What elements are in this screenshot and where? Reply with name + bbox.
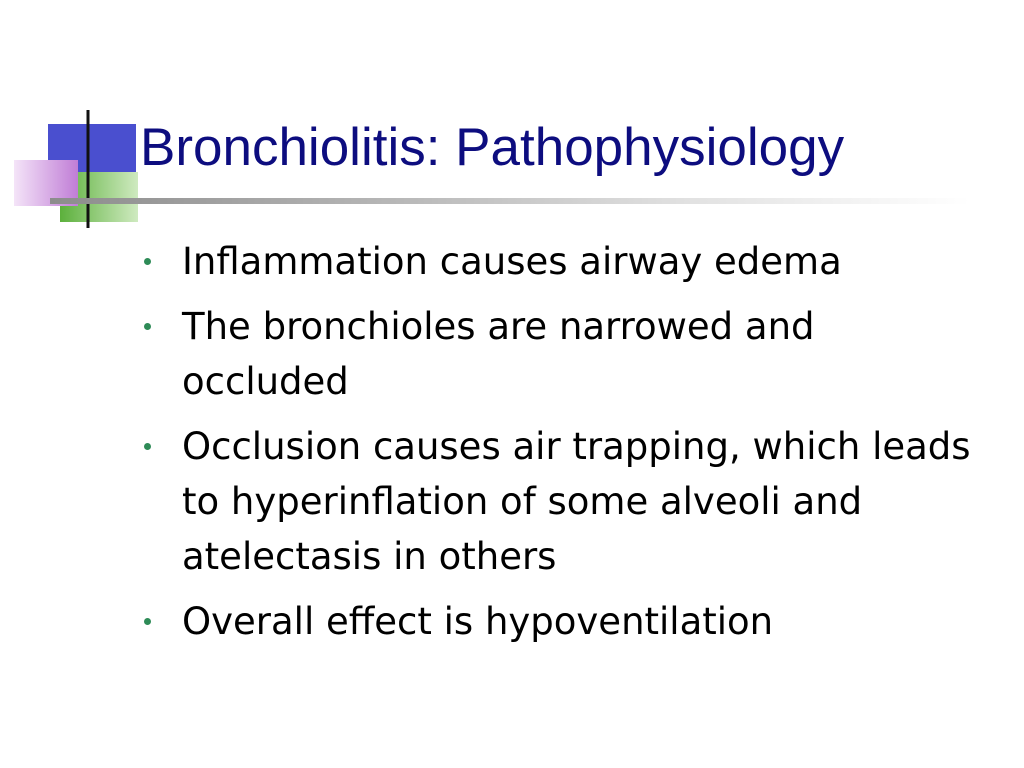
corner-decoration — [0, 0, 160, 240]
bullet-marker-icon — [144, 323, 151, 330]
bullet-text: Inflammation causes airway edema — [182, 240, 842, 283]
bullet-item — [182, 299, 982, 409]
bullet-item — [182, 419, 982, 584]
bullet-text: Occlusion causes air trapping, which leads to hyperinflation of some alveoli and atelectasis in others — [182, 425, 971, 578]
bullet-item — [182, 234, 982, 289]
bullet-marker-icon — [144, 443, 151, 450]
bullet-text: The bronchioles are narrowed and occluded — [182, 305, 815, 403]
bullet-text: Overall effect is hypoventilation — [182, 600, 774, 643]
bullet-marker-icon — [144, 618, 151, 625]
title-underline — [50, 198, 970, 204]
slide-title: Bronchiolitis: Pathophysiology — [140, 118, 845, 177]
bullet-list — [182, 234, 982, 659]
bullet-item — [182, 594, 982, 649]
bullet-marker-icon — [144, 258, 151, 265]
